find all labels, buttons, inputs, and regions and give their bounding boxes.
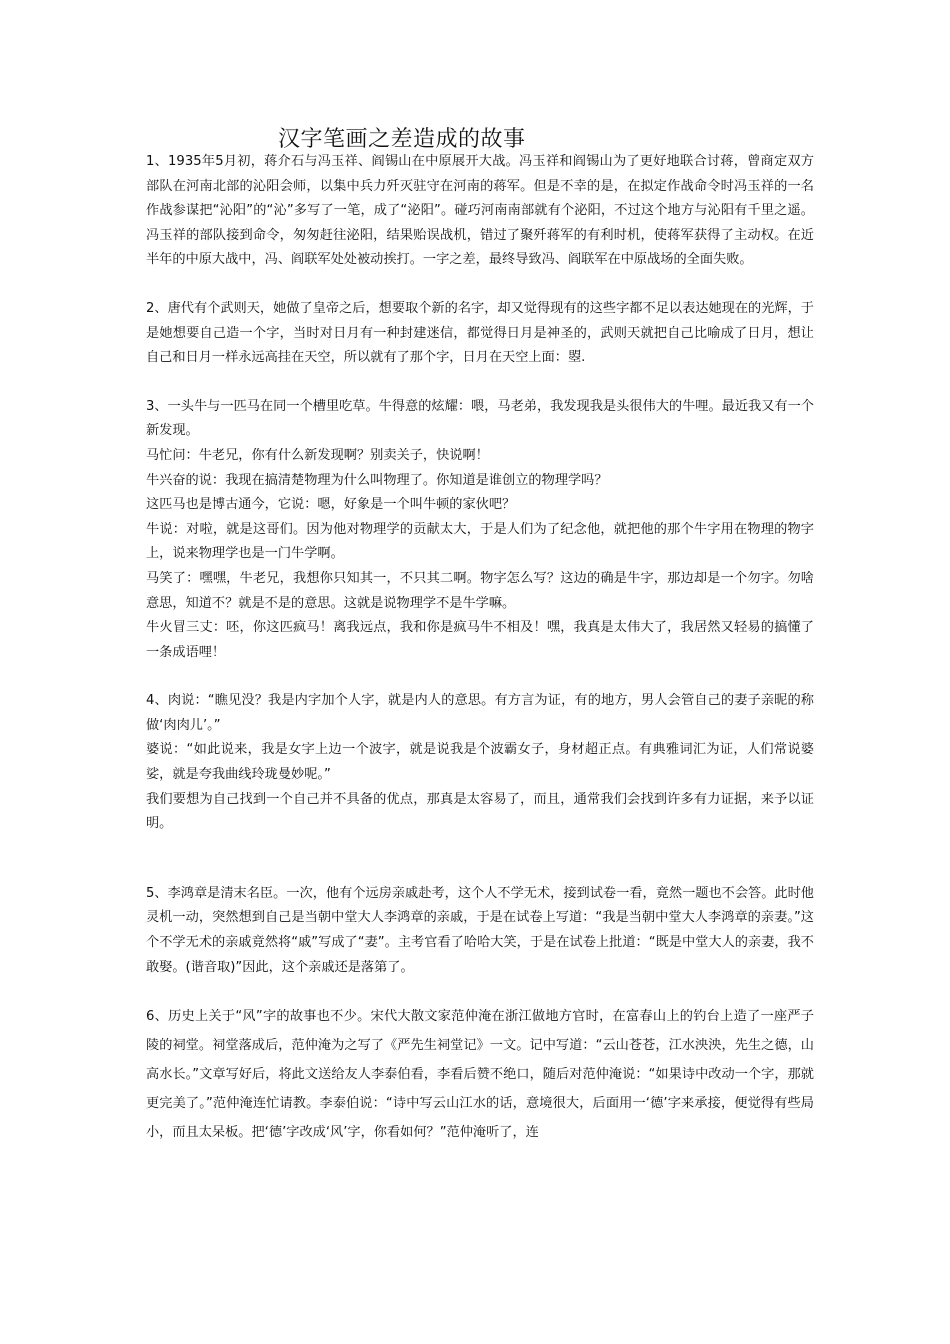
story-4 [146,689,814,837]
paragraph: 这匹马也是博古通今，它说：嗯，好象是一个叫牛顿的家伙吧？ [146,497,516,513]
paragraph: 1、1935年5月初，蒋介石与冯玉祥、阎锡山在中原展开大战。冯玉祥和阎锡山为了更好地联合讨蒋，曾商定双方部队在河南北部的沁阳会师，以集中兵力歼灭驻守在河南的蒋军。但是不幸的是，在拟定作战命令时冯玉祥的一名作战参谋把“沁阳”的“沁”多写了一笔，成了“泌阳”。碰巧河南南部就有个泌阳，不过这个地方与沁阳有千里之遥。冯玉祥的部队接到命令，匆匆赶往泌阳，结果贻误战机，错过了聚歼蒋军的有利时机，使蒋军获得了主动权。在近半年的中原大战中，冯、阎联军处处被动挨打。一字之差，最终导致冯、阎联军在中原战场的全面失败。 [146,154,814,268]
paragraph: 婆说：“如此说来，我是女字上边一个波字，就是说我是个波霸女子，身材超正点。有典雅词汇为证，人们常说婆娑，就是夸我曲线玲珑曼妙呢。” [146,742,814,783]
story-2 [146,297,814,371]
paragraph: 2、唐代有个武则天，她做了皇帝之后，想要取个新的名字，却又觉得现有的这些字都不足以表达她现在的光辉，于是她想要自己造一个字，当时对日月有一种封建迷信，都觉得日月是神圣的，武则天就把自己比喻成了日月，想让自己和日月一样永远高挂在天空，所以就有了那个字，日月在天空上面：曌. [146,300,814,366]
paragraph: 牛说：对啦，就是这哥们。因为他对物理学的贡献太大，于是人们为了纪念他，就把他的那个牛字用在物理的物字上，说来物理学也是一门牛学啊。 [146,521,814,562]
story-3 [146,395,814,666]
story-6 [146,1002,814,1147]
paragraph: 6、历史上关于“风”字的故事也不少。宋代大散文家范仲淹在浙江做地方官时，在富春山上的钓台上造了一座严子陵的祠堂。祠堂落成后，范仲淹为之写了《严先生祠堂记》一文。记中写道：“云山苍苍，江水泱泱，先生之德，山高水长。”文章写好后，将此文送给友人李泰伯看，李看后赞不绝口，随后对范仲淹说：“如果诗中改动一个字，那就更完美了。”范仲淹连忙请教。李泰伯说：“诗中写云山江水的话，意境很大，后面用一‘德’字来承接，便觉得有些局小，而且太呆板。把‘德’字改成‘风’字，你看如何？”范仲淹听了，连 [146,1009,814,1141]
paragraph: 5、李鸿章是清末名臣。一次，他有个远房亲戚赴考，这个人不学无术，接到试卷一看，竟然一题也不会答。此时他灵机一动，突然想到自己是当朝中堂大人李鸿章的亲戚，于是在试卷上写道：“我是当朝中堂大人李鸿章的亲妻。”这个不学无术的亲戚竟然将“戚”写成了“妻”。主考官看了哈哈大笑，于是在试卷上批道：“既是中堂大人的亲妻，我不敢娶。(谐音取)”因此，这个亲戚还是落第了。 [146,885,814,975]
paragraph: 牛兴奋的说：我现在搞清楚物理为什么叫物理了。你知道是谁创立的物理学吗？ [146,472,608,488]
paragraph: 3、一头牛与一匹马在同一个槽里吃草。牛得意的炫耀：喂，马老弟，我发现我是头很伟大的牛哩。最近我又有一个新发现。 [146,398,814,439]
paragraph: 我们要想为自己找到一个自己并不具备的优点，那真是太容易了，而且，通常我们会找到许多有力证据，来予以证明。 [146,791,814,832]
paragraph: 4、肉说：“瞧见没？我是内字加个人字，就是内人的意思。有方言为证，有的地方，男人会管自己的妻子亲昵的称做‘肉肉儿’。” [146,693,814,733]
story-1 [146,150,814,273]
story-5 [146,882,814,980]
paragraph: 牛火冒三丈：呸，你这匹疯马！离我远点，我和你是疯马牛不相及！嘿，我真是太伟大了，我居然又轻易的搞懂了一条成语哩！ [146,620,814,660]
page-title: 汉字笔画之差造成的故事 [278,127,526,152]
document-body [146,150,814,1147]
paragraph: 马忙问：牛老兄，你有什么新发现啊？别卖关子，快说啊！ [146,447,489,463]
paragraph: 马笑了：嘿嘿，牛老兄，我想你只知其一，不只其二啊。物字怎么写？这边的确是牛字，那边却是一个勿字。勿啥意思，知道不？就是不是的意思。这就是说物理学不是牛学嘛。 [146,570,814,611]
